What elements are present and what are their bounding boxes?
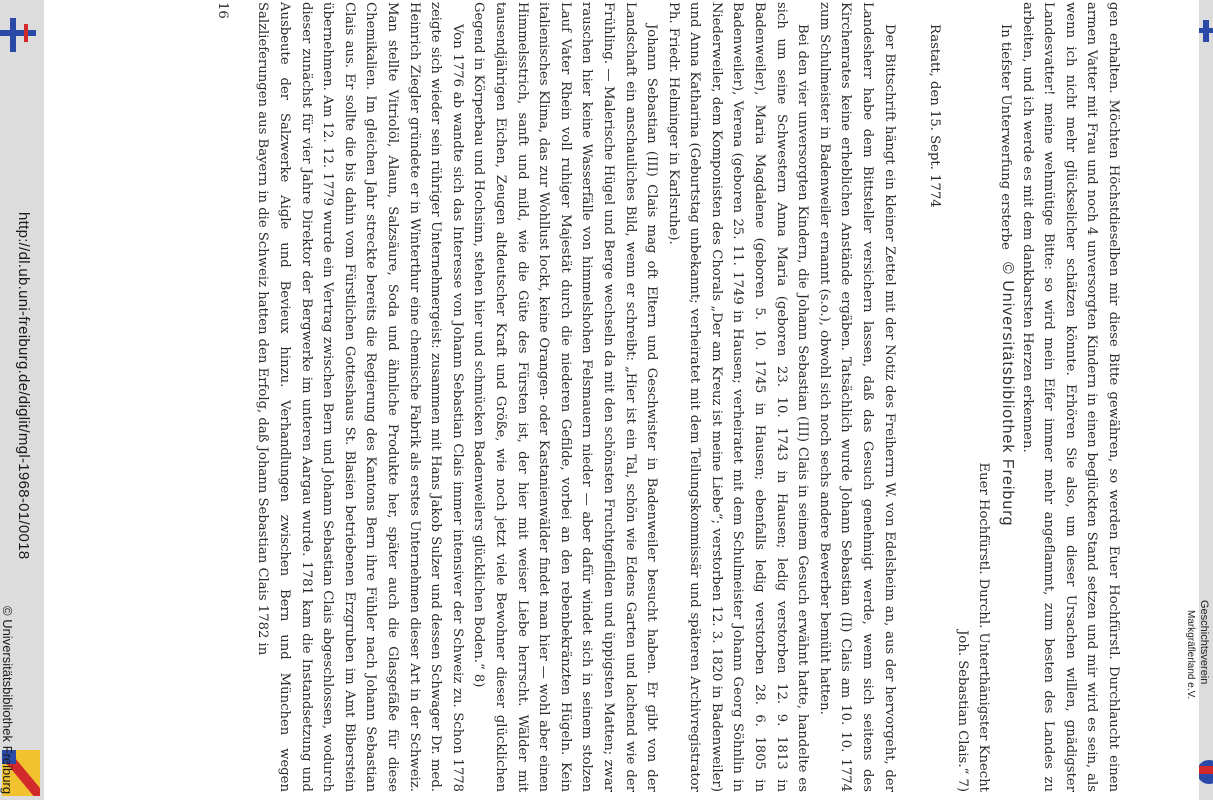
letter-paragraph: gen erhalten. Möchten Höchstdieselben mir diese Bitte gewähren, so werden Euer Hochfürstl. Durchlaucht einen armen Vatter mit Frau und noch 4 unversorgten Kindern in einen beglückten Stand setzen und mir wird es sein, als wenn ich nicht mehr glückselicher schätzen könnte. Erhören Sie also, um dieser Ursachen willen, gnädigster Landesvatter! meine wehmütige Bitte: so wird mein Eifer immer mehr angeflammt, zum besten des Landes zu arbeiten, und ich werde es mit dem dankbarsten Herzen erkennen.	[1019, 2, 1121, 792]
body-paragraph-4: Von 1776 ab wandte sich das Interesse von Johann Sebastian Clais immer intensiver der Schweiz zu. Schon 1778 zeigte sich wieder sein rühriger Unternehmergeist: zusammen mit Hans Jakob Sulzer und dessen Schwager Dr. med. Heinrich Ziegler gründete er in Winterthur eine chemische Fabrik als erstes Unternehmen dieser Art in der Schweiz. Man stellte Vitriolöl, Alaun, Salzsäure, Soda und ähnliche Produkte her, später auch die Glasgefäße für diese Chemikalien. Im gleichen Jahr streckte bereits die Regierung des Kantons Bern ihre Fühler nach Johann Sebastian Clais aus. Er sollte die bis dahin vom Fürstlichen Gotteshaus St. Blasien betriebenen Erzgruben im Amt Biberstein übernehmen. Am 12. 12. 1779 wurde ein Vertrag zwischen Bern und Johann Sebastian Clais abgeschlossen, wodurch dieser zunächst für vier Jahre Direktor der Bergwerke im unteren Aargau wurde. 1781 kam die Instandsetzung und Ausbeute der Salzwerke Aigle und Bevieux hinzu. Verhandlungen zwischen Bern und München wegen Salzlieferungen aus Bayern in die Schweiz hatten den Erfolg, daß Johann Sebastian Clais 1782 in	[255, 2, 465, 792]
right-label-society-2: Markgräflerland e.V.	[1185, 610, 1196, 700]
signature-line-2: Joh. Sebastian Clais.“ 7)	[954, 630, 970, 792]
body-paragraph-3: Johann Sebastian (III) Clais mag oft Eltern und Geschwister in Badenweiler besucht haben. Er gibt von der Landschaft ein anschauliches Bild, wenn er schreibt: „Hier ist ein Tal, schön wie Edens Garten und lachend wie der Frühling. — Malerische Hügel und Berge wechseln da mit den schönsten Fruchtgefilden und üppigsten Matten; zwar rauschen hier keine Wasserfälle von himmelshohen Felsmauern nieder — aber dafür windet sich in seinem stolzen Lauf Vater Rhein voll ruhiger Majestät durch die niederen Gefilde, vorbei an den rebenbekränzten Hügeln. Kein italienisches Klima, das zur Wohllust lockt, keine Orangen- oder Kastanienwälder findet man hier — wohl aber einen Himmelsstrich, sanft und mild, wie die Güte des Fürsten ist, der hier mit weiser Liebe herrscht. Wälder mit tausendjährigen Eichen, Zeugen altdeutscher Kraft und Größe, wie noch jetzt viele Bewohner dieser glücklichen Gegend in Körperbau und Hochsinn, stehen hier und schmücken Badenweilers glücklichen Boden.“ 8)	[471, 2, 660, 792]
top-copyright-partial: © Universitätsbibliothek Freiburg	[999, 262, 1016, 527]
rotated-page-content	[214, 2, 1124, 792]
copyright-notice: © Universitätsbibliothek Freiburg	[0, 606, 15, 795]
dateline: Rastatt, den 15. Sept. 1774	[927, 24, 943, 208]
library-logo-icon	[0, 18, 40, 52]
library-logo-icon-right	[1199, 20, 1213, 42]
coat-of-arms-icon-right	[1199, 752, 1213, 792]
right-label-society: Geschichtsverein	[1198, 600, 1210, 685]
letter-closing: In tiefster Unterwerfung ersterbe	[998, 24, 1014, 250]
body-paragraph-2: Bei den vier unversorgten Kindern, die Johann Sebastian (III) Clais in seinem Gesuch erwähnt hatte, handelte es sich um seine Schwestern Anna Maria (geboren 23. 10. 1743 in Hausen; ledig verstorben 12. 9. 1813 in Badenweiler), Maria Magdalene (geboren 5. 10. 1745 in Hausen; ebenfalls ledig verstorben 28. 6. 1805 in Badenweiler), Verena (geboren 25. 11. 1749 in Hausen; verheiratet mit dem Schulmeister Johann Georg Söhnlin in Niederweiler, dem Komponisten des Chorals „Der am Kreuz ist meine Liebe“; verstorben 12. 3. 1820 in Badenweiler) und Anna Katharina (Geburtstag unbekannt; verheiratet mit dem Teilungskommissär und späteren Archivregistrator Ph. Friedr. Helminger in Karlsruhe).	[665, 2, 811, 792]
body-paragraph-1: Der Bittschrift hängt ein kleiner Zettel mit der Notiz des Freiherrn W. von Edelsheim an, aus der hervorgeht, der Landesherr habe dem Bittsteller versichern lassen, daß das Gesuch genehmigt werde, wenn sich seitens des Kirchenrates keine erheblichen Anstände ergäben. Tatsächlich wurde Johann Sebastian (II) Clais am 10. 10. 1774 zum Schulmeister in Badenweiler ernannt (s.o.), obwohl sich noch sechs andere Bewerber bemüht hatten.	[816, 2, 897, 792]
scanned-page	[44, 0, 1199, 800]
signature-line-1: Euer Hochfürstl. Durchl. Unterthänigster Knecht	[976, 462, 992, 792]
document-url[interactable]: http://dl.ub.uni-freiburg.de/diglit/mgl-1968-01/0018	[15, 212, 32, 560]
page-number: 16	[214, 2, 230, 19]
